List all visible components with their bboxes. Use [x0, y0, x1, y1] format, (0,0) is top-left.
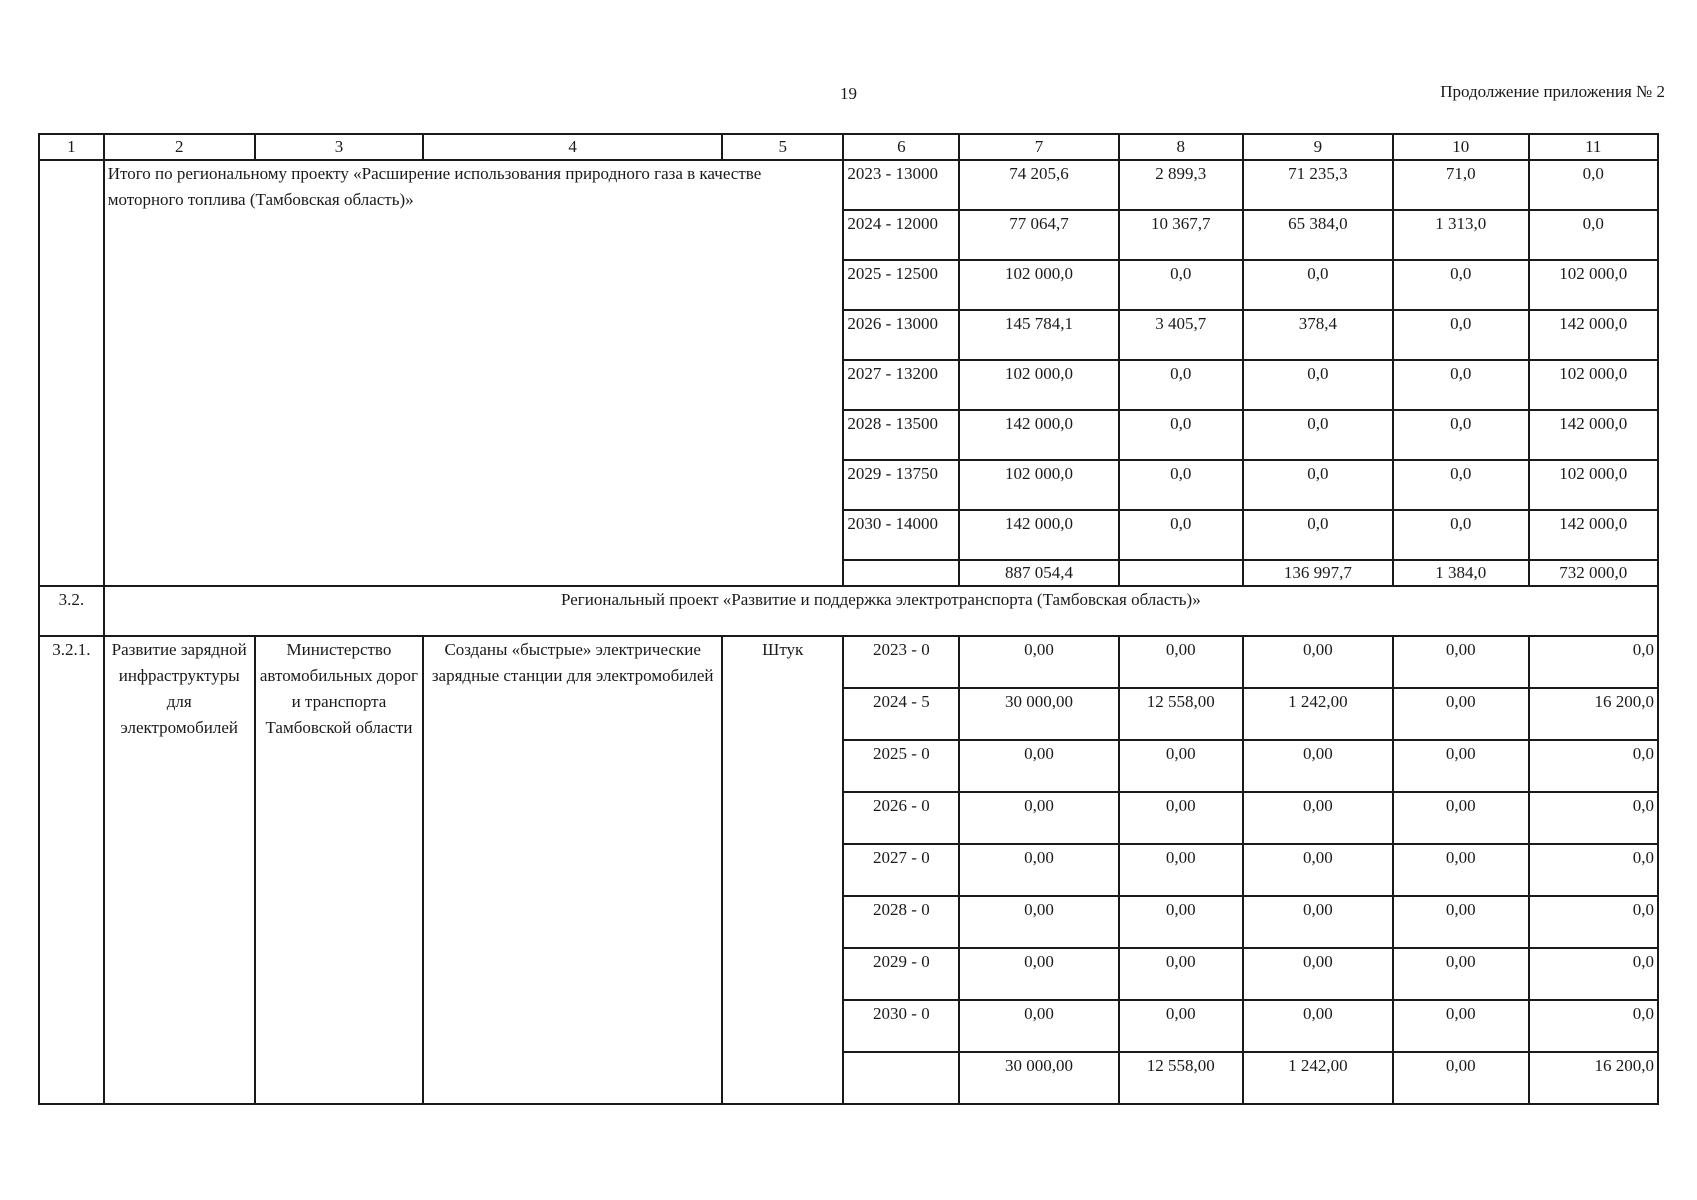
sum-cell: 887 054,4 [959, 560, 1118, 586]
amount-cell: 0,00 [1393, 636, 1529, 688]
amount-cell: 0,00 [1243, 948, 1393, 1000]
amount-cell: 142 000,0 [959, 410, 1118, 460]
column-number-header: 11 [1529, 134, 1659, 160]
year-target-cell: 2023 - 0 [843, 636, 959, 688]
amount-cell: 0,00 [959, 740, 1118, 792]
item-executor: Министерство автомобильных дорог и транспорта Тамбовской области [255, 636, 423, 1104]
sum-cell: 136 997,7 [1243, 560, 1393, 586]
amount-cell: 0,0 [1243, 410, 1393, 460]
amount-cell: 71,0 [1393, 160, 1529, 210]
amount-cell: 0,00 [1393, 792, 1529, 844]
year-target-cell: 2027 - 0 [843, 844, 959, 896]
amount-cell: 0,0 [1243, 260, 1393, 310]
amount-cell: 378,4 [1243, 310, 1393, 360]
year-target-cell: 2024 - 5 [843, 688, 959, 740]
year-target-cell: 2030 - 0 [843, 1000, 959, 1052]
amount-cell: 2 899,3 [1119, 160, 1243, 210]
amount-cell: 0,0 [1529, 844, 1659, 896]
item-result: Созданы «быстрые» электрические зарядные станции для электромобилей [423, 636, 722, 1104]
column-number-header: 6 [843, 134, 959, 160]
amount-cell: 0,00 [1119, 896, 1243, 948]
amount-cell: 3 405,7 [1119, 310, 1243, 360]
year-target-cell: 2026 - 13000 [843, 310, 959, 360]
amount-cell: 102 000,0 [959, 360, 1118, 410]
amount-cell: 0,00 [1393, 844, 1529, 896]
amount-cell: 0,00 [1393, 740, 1529, 792]
amount-cell: 0,00 [1119, 844, 1243, 896]
amount-cell: 0,00 [1243, 740, 1393, 792]
section-title: Региональный проект «Развитие и поддержка электротранспорта (Тамбовская область)» [104, 586, 1658, 636]
table-row [39, 160, 1658, 210]
amount-cell: 10 367,7 [1119, 210, 1243, 260]
item-name: Развитие зарядной инфраструктуры для электромобилей [104, 636, 255, 1104]
amount-cell: 0,00 [1243, 792, 1393, 844]
amount-cell: 0,0 [1243, 510, 1393, 560]
year-target-cell: 2023 - 13000 [843, 160, 959, 210]
amount-cell: 0,00 [1243, 1000, 1393, 1052]
page-number: 19 [840, 84, 857, 103]
amount-cell: 0,00 [1393, 896, 1529, 948]
total-number-cell [39, 160, 104, 586]
column-number-header: 3 [255, 134, 423, 160]
sum-cell: 0,00 [1393, 1052, 1529, 1104]
amount-cell: 0,0 [1119, 460, 1243, 510]
amount-cell: 0,00 [1119, 636, 1243, 688]
amount-cell: 0,0 [1529, 896, 1659, 948]
amount-cell: 0,00 [1393, 948, 1529, 1000]
amount-cell: 0,0 [1529, 210, 1659, 260]
amount-cell: 30 000,00 [959, 688, 1118, 740]
amount-cell: 0,0 [1243, 360, 1393, 410]
amount-cell: 0,00 [1393, 1000, 1529, 1052]
amount-cell: 0,00 [959, 948, 1118, 1000]
amount-cell: 0,0 [1243, 460, 1393, 510]
amount-cell: 0,0 [1119, 260, 1243, 310]
amount-cell: 0,0 [1529, 636, 1659, 688]
section-row [39, 586, 1658, 636]
amount-cell: 102 000,0 [1529, 460, 1659, 510]
year-target-cell: 2029 - 0 [843, 948, 959, 1000]
sum-cell: 732 000,0 [1529, 560, 1659, 586]
amount-cell: 0,0 [1529, 1000, 1659, 1052]
amount-cell: 0,0 [1393, 460, 1529, 510]
amount-cell: 0,0 [1393, 510, 1529, 560]
amount-cell: 102 000,0 [1529, 360, 1659, 410]
year-target-cell: 2025 - 12500 [843, 260, 959, 310]
amount-cell: 142 000,0 [1529, 310, 1659, 360]
amount-cell: 102 000,0 [959, 460, 1118, 510]
column-number-header: 4 [423, 134, 722, 160]
amount-cell: 0,0 [1529, 792, 1659, 844]
amount-cell: 0,00 [959, 1000, 1118, 1052]
amount-cell: 0,0 [1393, 360, 1529, 410]
year-target-cell: 2027 - 13200 [843, 360, 959, 410]
year-target-cell: 2029 - 13750 [843, 460, 959, 510]
amount-cell: 0,00 [959, 792, 1118, 844]
amount-cell: 0,00 [1119, 948, 1243, 1000]
sum-cell: 1 384,0 [1393, 560, 1529, 586]
amount-cell: 0,00 [959, 636, 1118, 688]
amount-cell: 0,0 [1119, 410, 1243, 460]
amount-cell: 1 313,0 [1393, 210, 1529, 260]
amount-cell: 0,00 [1119, 1000, 1243, 1052]
year-target-cell: 2025 - 0 [843, 740, 959, 792]
table-row [39, 636, 1658, 688]
section-number: 3.2. [39, 586, 104, 636]
amount-cell: 0,00 [1119, 792, 1243, 844]
column-number-header: 8 [1119, 134, 1243, 160]
amount-cell: 102 000,0 [1529, 260, 1659, 310]
amount-cell: 0,00 [959, 896, 1118, 948]
appendix-continuation-note: Продолжение приложения № 2 [1440, 82, 1665, 101]
amount-cell: 0,0 [1393, 410, 1529, 460]
amount-cell: 142 000,0 [1529, 510, 1659, 560]
year-target-cell: 2028 - 13500 [843, 410, 959, 460]
amount-cell: 0,0 [1393, 310, 1529, 360]
sum-cell [843, 560, 959, 586]
column-number-header: 1 [39, 134, 104, 160]
amount-cell: 0,0 [1119, 510, 1243, 560]
amount-cell: 0,00 [1243, 844, 1393, 896]
sum-cell [1119, 560, 1243, 586]
amount-cell: 0,0 [1529, 740, 1659, 792]
column-number-header: 2 [104, 134, 255, 160]
year-target-cell: 2030 - 14000 [843, 510, 959, 560]
amount-cell: 71 235,3 [1243, 160, 1393, 210]
column-number-row [39, 134, 1658, 160]
amount-cell: 0,0 [1119, 360, 1243, 410]
amount-cell: 16 200,0 [1529, 688, 1659, 740]
sum-cell [843, 1052, 959, 1104]
sum-cell: 12 558,00 [1119, 1052, 1243, 1104]
amount-cell: 0,0 [1529, 160, 1659, 210]
column-number-header: 10 [1393, 134, 1529, 160]
amount-cell: 145 784,1 [959, 310, 1118, 360]
amount-cell: 0,0 [1529, 948, 1659, 1000]
amount-cell: 65 384,0 [1243, 210, 1393, 260]
amount-cell: 1 242,00 [1243, 688, 1393, 740]
sum-cell: 30 000,00 [959, 1052, 1118, 1104]
amount-cell: 0,00 [1243, 636, 1393, 688]
amount-cell: 142 000,0 [1529, 410, 1659, 460]
amount-cell: 142 000,0 [959, 510, 1118, 560]
column-number-header: 5 [722, 134, 843, 160]
item-number: 3.2.1. [39, 636, 104, 1104]
column-number-header: 9 [1243, 134, 1393, 160]
total-block-label: Итого по региональному проекту «Расширение использования природного газа в качестве моторного топлива (Тамбовская область)» [104, 160, 844, 586]
amount-cell: 12 558,00 [1119, 688, 1243, 740]
sum-cell: 16 200,0 [1529, 1052, 1659, 1104]
sum-cell: 1 242,00 [1243, 1052, 1393, 1104]
amount-cell: 74 205,6 [959, 160, 1118, 210]
year-target-cell: 2024 - 12000 [843, 210, 959, 260]
amount-cell: 0,00 [1393, 688, 1529, 740]
budget-table [38, 133, 1659, 1105]
amount-cell: 0,00 [1119, 740, 1243, 792]
amount-cell: 0,00 [959, 844, 1118, 896]
item-unit: Штук [722, 636, 843, 1104]
amount-cell: 0,0 [1393, 260, 1529, 310]
amount-cell: 0,00 [1243, 896, 1393, 948]
column-number-header: 7 [959, 134, 1118, 160]
amount-cell: 102 000,0 [959, 260, 1118, 310]
year-target-cell: 2028 - 0 [843, 896, 959, 948]
year-target-cell: 2026 - 0 [843, 792, 959, 844]
amount-cell: 77 064,7 [959, 210, 1118, 260]
